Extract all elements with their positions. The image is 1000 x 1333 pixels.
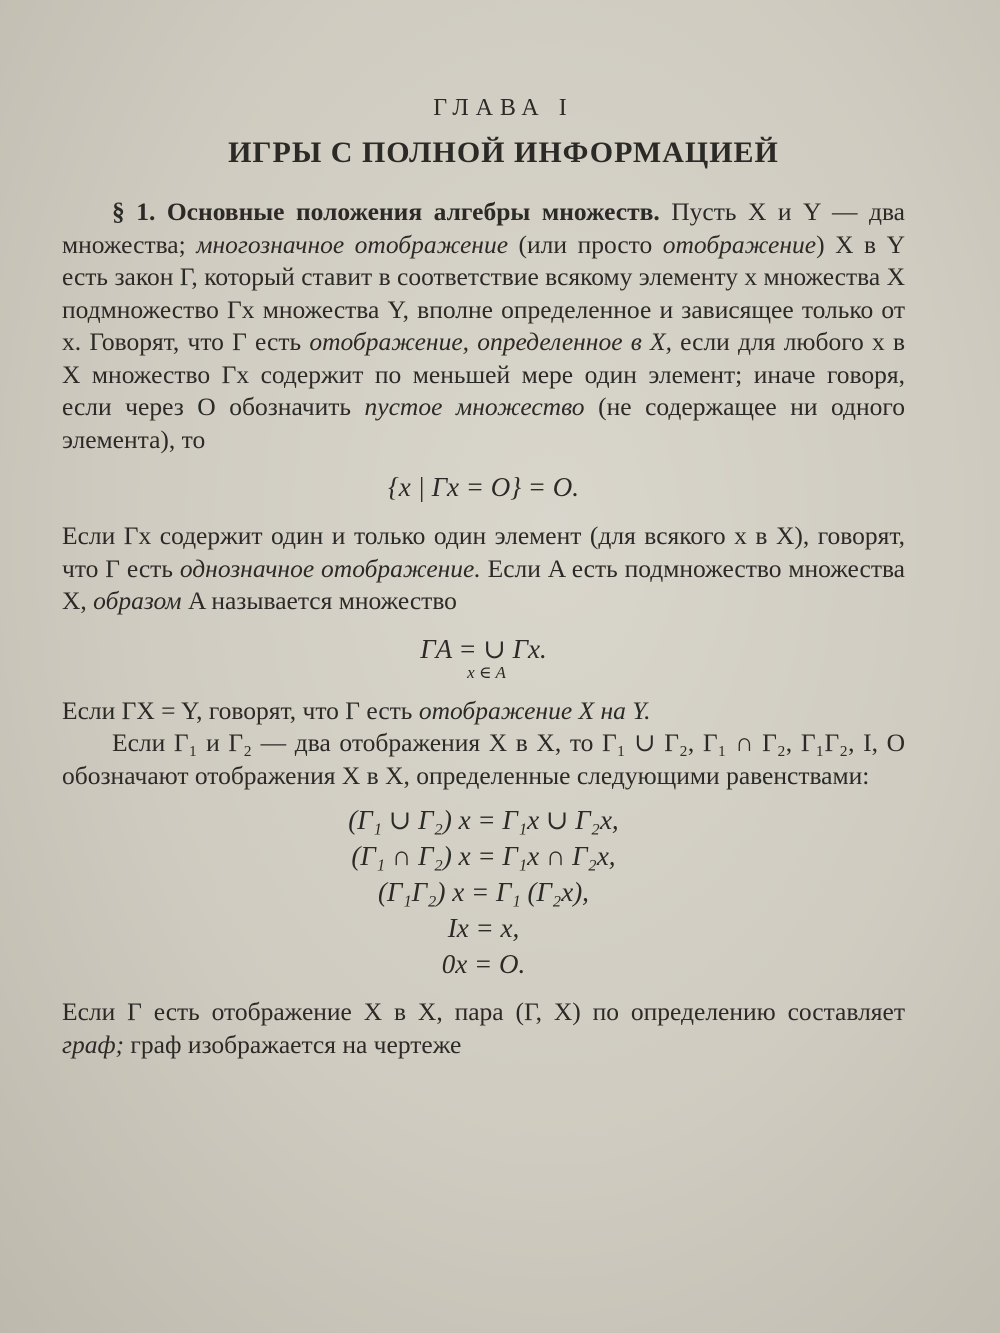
text-run: граф изображается на чертеже	[124, 1029, 462, 1059]
equations-block	[62, 802, 905, 982]
chapter-label: ГЛАВА I	[433, 95, 574, 121]
formula-image-main: ΓA = ∪ Γx.	[420, 633, 547, 664]
term-onto-mapping: отображение X на Y.	[418, 695, 651, 725]
equation-zero: 0x = O.	[441, 949, 526, 979]
equation-union: (Γ₁ ∪ Γ₂) x = Γ₁x ∪ Γ₂x,	[348, 805, 619, 835]
paragraph-single-valued	[62, 520, 905, 618]
section-paragraph	[62, 196, 905, 456]
term-empty-set: пустое множество	[364, 392, 585, 421]
formula-image	[62, 634, 905, 683]
paragraph-graph	[62, 996, 905, 1061]
formula-empty-set: {x | Γx = O} = O.	[387, 472, 580, 502]
text-run: Если ΓX = Y, говорят, что Γ есть	[62, 695, 419, 725]
equation-intersection: (Γ₁ ∩ Γ₂) x = Γ₁x ∩ Γ₂x,	[351, 841, 616, 871]
term-single-valued-mapping: однозначное отображение.	[179, 553, 481, 583]
term-image: образом	[93, 586, 182, 615]
paragraph-onto	[62, 695, 905, 728]
formula-image-subscript: x ∈ A	[467, 662, 506, 682]
text-run: (или просто	[508, 229, 663, 259]
equation-composition: (Γ₁Γ₂) x = Γ₁ (Γ₂x),	[378, 877, 589, 907]
text-run: если для любого x в X множество Γx содержит по меньшей мере один элемент; иначе говоря, если через O обозначить	[62, 327, 905, 421]
text-run: ) X в Y есть закон Γ, который ставит в соответствие всякому элементу x множества X подмножество Γx множества Y, вполне определенное и зависящее только от x. Говорят, что Γ есть	[62, 229, 905, 356]
text-run: Пусть X и Y — два множества;	[62, 197, 905, 259]
term-graph: граф;	[62, 1029, 125, 1059]
term-defined-mapping: отображение, определенное в X,	[309, 327, 672, 356]
chapter-title: ИГРЫ С ПОЛНОЙ ИНФОРМАЦИЕЙ	[228, 136, 779, 169]
equation-identity: Ix = x,	[447, 913, 520, 943]
text-run: Если Γx содержит один и только один элемент (для всякого x в X), говорят, что Γ есть	[62, 521, 905, 583]
text-run: A называется множество	[181, 586, 457, 615]
text-run: Если Γ есть отображение X в X, пара (Γ, X) по определению составляет	[62, 997, 905, 1026]
text-run: Если A есть подмножество множества X,	[62, 553, 905, 615]
paragraph-operations: Если Γ₁ и Γ₂ — два отображения X в X, то Γ₁ ∪ Γ₂, Γ₁ ∩ Γ₂, Γ₁Γ₂, I, O обозначают отображения X в X, определенные следующими равенствами:	[62, 728, 905, 790]
term-multivalued-mapping: многозначное отображение	[196, 229, 509, 259]
section-heading: § 1. Основные положения алгебры множеств.	[112, 197, 660, 226]
term-mapping: отображение	[662, 229, 817, 259]
text-run: (не содержащее ни одного элемента), то	[62, 392, 905, 454]
